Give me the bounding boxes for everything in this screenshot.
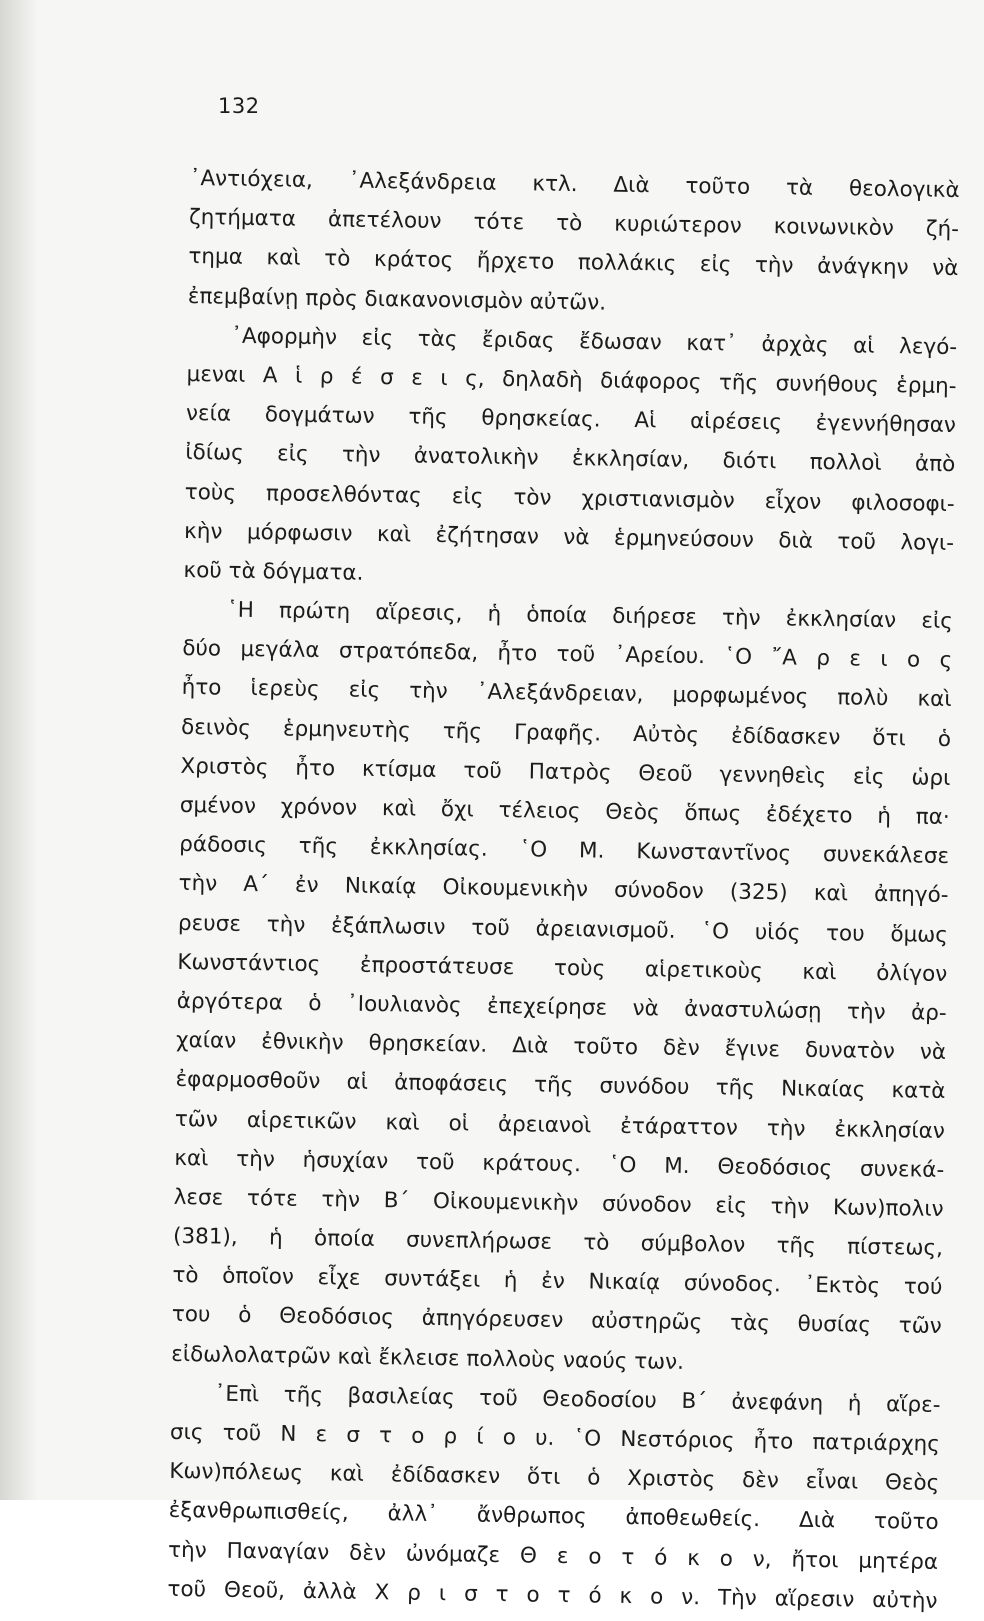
text-line: τὴν Παναγίαν δὲν ὠνόμαζε Θ ε ο τ ό κ ο ν, ἤτοι μητέρα bbox=[167, 1537, 939, 1575]
text-line: καὶ τὴν ἡσυχίαν τοῦ κράτους. ῾Ο Μ. Θεοδόσιος συνεκά- bbox=[174, 1145, 945, 1183]
text-line: (381), ἡ ὁποία συνεπλήρωσε τὸ σύμβολον τῆς πίστεως, bbox=[172, 1223, 944, 1262]
text-line: Κωνστάντιος ἐπροστάτευσε τοὺς αἱρετικοὺς καὶ ὀλίγον bbox=[177, 949, 948, 987]
text-line: κὴν μόρφωσιν καὶ ἐζήτησαν νὰ ἑρμηνεύσουν διὰ τοῦ λογι- bbox=[183, 518, 955, 556]
text-line: δεινὸς ἑρμηνευτὴς τῆς Γραφῆς. Αὐτὸς ἐδίδασκεν ὅτι ὁ bbox=[180, 714, 952, 752]
text-line: ἐξανθρωπισθείς, ἀλλ᾽ ἄνθρωπος ἀποθεωθείς. Διὰ τοῦτο bbox=[168, 1498, 939, 1536]
text-line: τοὺς προσελθόντας εἰς τὸν χριστιανισμὸν εἶχον φιλοσοφι- bbox=[184, 479, 955, 517]
page-number: 132 bbox=[218, 94, 260, 118]
text-line: δύο μεγάλα στρατόπεδα, ἦτο τοῦ ᾽Αρείου. ῾Ο ῎Α ρ ε ι ο ς bbox=[182, 636, 953, 674]
text-line: ἐφαρμοσθοῦν αἱ ἀποφάσεις τῆς συνόδου τῆς Νικαίας κατὰ bbox=[175, 1067, 946, 1105]
text-line: τῶν αἱρετικῶν καὶ οἱ ἀρειανοὶ ἐτάραττον τὴν ἐκκλησίαν bbox=[174, 1106, 946, 1144]
text-line: ἦτο ἱερεὺς εἰς τὴν ᾽Αλεξάνδρειαν, μορφωμένος πολὺ καὶ bbox=[181, 675, 952, 713]
text-line: τημα καὶ τὸ κράτος ἤρχετο πολλάκις εἰς τὴν ἀνάγκην νὰ bbox=[188, 244, 959, 282]
text-line: νεία δογμάτων τῆς θρησκείας. Αἱ αἱρέσεις ἐγεννήθησαν bbox=[185, 401, 957, 439]
text-line: ᾽Αφορμὴν εἰς τὰς ἔριδας ἔδωσαν κατ᾽ ἀρχὰς αἱ λεγό- bbox=[231, 323, 958, 360]
text-line: λεσε τότε τὴν Β΄ Οἰκουμενικὴν σύνοδον εἰς τὴν Κων)πολιν bbox=[173, 1184, 944, 1222]
text-line: ἀργότερα ὁ ᾽Ιουλιανὸς ἐπεχείρησε νὰ ἀναστυλώσῃ τὴν ἀρ- bbox=[176, 988, 947, 1026]
text-line: σις τοῦ Ν ε σ τ ο ρ ί ο υ. ῾Ο Νεστόριος ἦτο πατριάρχης bbox=[169, 1419, 941, 1457]
text-line: τὸ ὁποῖον εἶχε συντάξει ἡ ἐν Νικαίᾳ σύνοδος. ᾽Εκτὸς τού bbox=[172, 1263, 943, 1301]
text-line: ζητήματα ἀπετέλουν τότε τὸ κυριώτερον κοινωνικὸν ζή- bbox=[188, 205, 960, 243]
text-line: τὴν Α΄ ἐν Νικαίᾳ Οἰκουμενικὴν σύνοδον (325) καὶ ἀπηγό- bbox=[178, 871, 949, 909]
body-text bbox=[167, 159, 960, 1621]
text-line: Κων)πόλεως καὶ ἐδίδασκεν ὅτι ὁ Χριστὸς δὲν εἶναι Θεὸς bbox=[169, 1459, 940, 1497]
text-line: ῾Η πρώτη αἵρεσις, ἡ ὁποία διήρεσε τὴν ἐκκλησίαν εἰς bbox=[226, 597, 954, 635]
text-line: του ὁ Θεοδόσιος ἀπηγόρευσεν αὐστηρῶς τὰς θυσίας τῶν bbox=[171, 1302, 942, 1340]
page-binding-shadow bbox=[0, 0, 38, 1500]
text-line: ράδοσις τῆς ἐκκλησίας. ῾Ο Μ. Κωνσταντῖνος συνεκάλεσε bbox=[179, 832, 950, 870]
text-line: τοῦ Θεοῦ, ἀλλὰ Χ ρ ι σ τ ο τ ό κ ο ν. Τὴν αἵρεσιν αὐτὴν bbox=[167, 1576, 938, 1614]
text-line: ρευσε τὴν ἐξάπλωσιν τοῦ ἀρειανισμοῦ. ῾Ο υἱός του ὅμως bbox=[177, 910, 949, 948]
text-line: ἰδίως εἰς τὴν ἀνατολικὴν ἐκκλησίαν, διότι πολλοὶ ἀπὸ bbox=[185, 440, 956, 478]
text-line: σμένον χρόνον καὶ ὄχι τέλειος Θεὸς ὅπως ἐδέχετο ἡ πα· bbox=[179, 792, 950, 831]
text-line: ἐπεμβαίνῃ πρὸς διακανονισμὸν αὐτῶν. bbox=[187, 283, 607, 316]
text-line: κοῦ τὰ δόγματα. bbox=[183, 557, 364, 586]
text-line: ᾽Αντιόχεια, ᾽Αλεξάνδρεια κτλ. Διὰ τοῦτο τὰ θεολογικὰ bbox=[189, 165, 960, 204]
text-line: χαίαν ἐθνικὴν θρησκείαν. Διὰ τοῦτο δὲν ἔγινε δυνατὸν νὰ bbox=[175, 1028, 947, 1066]
text-line: ᾽Επὶ τῆς βασιλείας τοῦ Θεοδοσίου Β΄ ἀνεφάνη ἡ αἵρε- bbox=[214, 1381, 941, 1418]
text-line: εἰδωλολατρῶν καὶ ἔκλεισε πολλοὺς ναούς των. bbox=[171, 1341, 685, 1375]
text-line: Χριστὸς ἦτο κτίσμα τοῦ Πατρὸς Θεοῦ γεννηθεὶς εἰς ὡρι bbox=[180, 753, 951, 791]
text-line: μεναι Α ἱ ρ έ σ ε ι ς, δηλαδὴ διάφορος τῆς συνήθους ἑρμη- bbox=[186, 361, 957, 400]
